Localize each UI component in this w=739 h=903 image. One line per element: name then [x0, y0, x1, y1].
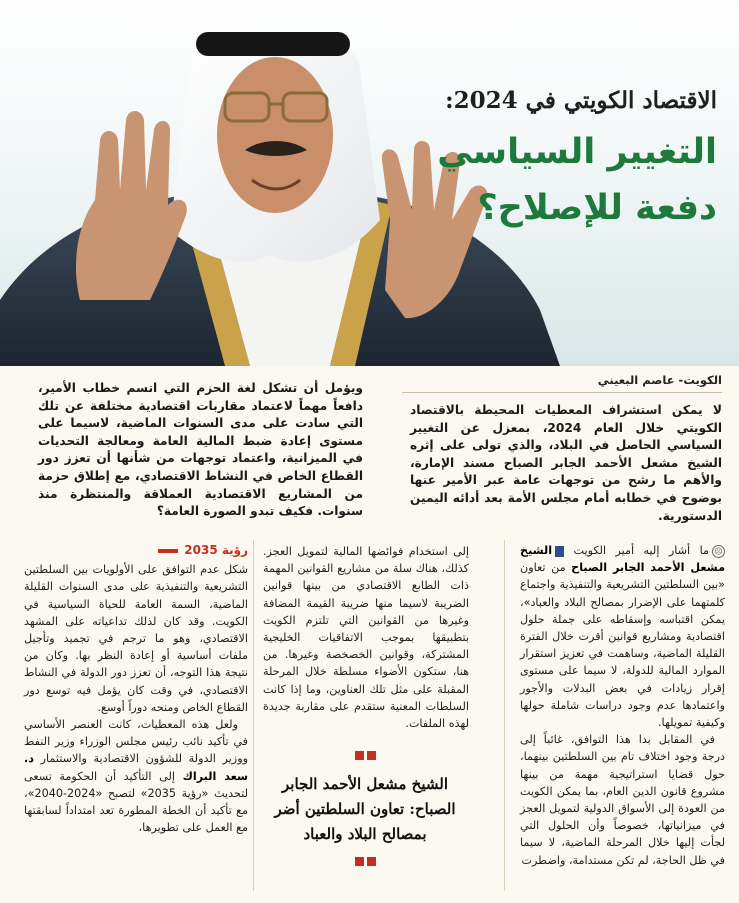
article-column-1: [520, 542, 725, 869]
emir-photo: [0, 0, 739, 366]
blue-marker-icon: [555, 546, 564, 557]
column-3-paragraph-2: ولعل هذه المعطيات، كانت العنصر الأساسي في تأكيد نائب رئيس مجلس الوزراء وزير النفط ووزير الدولة للشؤون الاقتصادية والاستثمار د. سعد البراك إلى التأكيد أن الحكومة تسعى لتحديث «رؤية 2035» لتصبح «2024-2040»، مع تأكيد أن الخطة المطورة تعد امتداداً لسابقتها مع العمل على تطويرها،: [24, 718, 249, 835]
emir-name: الشيخ مشعل الأحمد الجابر الصباح: [520, 544, 725, 575]
pull-quote-text: الشيخ مشعل الأحمد الجابر الصباح: تعاون السلطتين أضر بمصالح البلاد والعباد: [274, 775, 456, 843]
headline-kicker: الاقتصاد الكويتي في 2024:: [445, 87, 717, 114]
section-heading: [24, 542, 248, 559]
pull-quote: [265, 751, 465, 866]
headline-subtitle: دفعة للإصلاح؟: [477, 188, 717, 228]
red-squares-icon: [265, 857, 465, 866]
column-divider: [253, 540, 254, 891]
byline: الكويت- عاصم البعيني: [597, 373, 722, 387]
column-1-body-text: من تعاون «بين السلطتين التشريعية والتنفيذية واجتماع كلمتهما على الإضرار بمصالح البلاد والعباد»، يمكن اقتباسه وإسقاطه على جملة حلول اقتصادية ومشاريع قوانين أقرت خلال الفترة القليلة الماضية، وساهمت في تعزيز استقرار الموارد المالية للدولة، لا سيما على مستوى إقرار زيادات في بعض البدلات والأجور واعتمادها عدم وجود دراسات شاملة حولها وكيفية تمويلها.: [520, 561, 725, 730]
minister-name: د. سعد البراك: [24, 752, 249, 783]
column-2-paragraph: إلى استخدام فوائضها المالية لتمويل العجز. كذلك، هناك سلة من مشاريع القوانين المهمة ذات الطابع الاقتصادي من بينها قوانين الضريبة لاسيما منها ضريبة القيمة المضافة وغيرها من القوانين التي تلتزم الكويت بتطبيقها بموجب الاتفاقيات الخليجية المشتركة، وقوانين الخصخصة وغيرها. من هنا، ستكون الأضواء مسلطة خلال المرحلة المقبلة على مثل تلك العناوين، وما إذا كانت السلطات المعنية ستقدم على مقاربة جديدة لهذه الملفات.: [263, 545, 469, 731]
column-1-lead-text: ما أشار إليه أمير الكويت: [573, 544, 709, 557]
headline-block: [437, 84, 717, 234]
headline-title: التغيير السياسي: [437, 132, 717, 172]
article-column-2: [263, 543, 469, 732]
intro-paragraph-right: لا يمكن استشراف المعطيات المحيطة بالاقتصاد الكويتي خلال العام 2024، بمعزل عن التغيير السياسي الحاصل في البلاد، والذي تولى على إثره الشيخ مشعل الأحمد الجابر الصباح مسند الإمارة، والأهم ما رشح من توجهات عامة عبر الأمير عنها بوضوح في خطابه أمام مجلس الأمة بعد أدائه اليمين الدستورية.: [410, 403, 722, 523]
intro-paragraph-left: ويؤمل أن تشكل لغة الحزم التي اتسم خطاب الأمير، دافعاً مهماً لاعتماد مقاربات اقتصادية مختلفة عن تلك التي سادت على مدى السنوات الماضية، لاسيما على مستوى إعادة ضبط المالية العامة ومعالجة التحديات في الميزانية، واعتماد توجهات من شأنها أن تعزز دور القطاع الخاص في النشاط الاقتصادي، مع إطلاق حزمة من المشاريع الاقتصادية العملاقة والمنتظرة منذ سنوات. فكيف تبدو الصورة العامة؟: [38, 381, 363, 519]
heading-accent-bar: [158, 549, 178, 553]
sad-face-icon: ☹: [712, 545, 725, 558]
red-squares-icon: [265, 751, 465, 760]
column-1-paragraph-1: [520, 542, 725, 731]
section-heading-text: رؤية 2035: [184, 543, 248, 557]
column-3-paragraph-1: شكل عدم التوافق على الأولويات بين السلطتين التشريعية والتنفيذية على مدى السنوات القليلة الماضية، السمة العامة للحياة السياسية في الكويت. وقد كان لذلك تداعياته على المشهد الاقتصادي، وهو ما ترجم في تجميد وتأجيل ملفات أساسية أو إعادة النظر بها. وكان من نتيجة هذا التوجه، أن تعزز دور الدولة في النشاط الاقتصادي، في وقت كان يؤمل فيه توسع دور القطاع الخاص ومنحه دوراً أوسع.: [24, 563, 248, 714]
byline-divider: [402, 392, 722, 393]
article-column-3: [24, 542, 248, 836]
column-divider: [504, 540, 505, 891]
column-1-paragraph-2: في المقابل بدا هذا التوافق، غائباً إلى درجة وجود اختلاف تام بين السلطتين بينهما، حول قضايا استراتيجية مهمة من بينها مشروع قانون الدين العام، بما يمكن الكويت من العودة إلى الأسواق الدولية لتمويل العجز في ميزانياتها، خصوصاً وأن الحلول التي لجأت إليها خلال المرحلة الماضية، لا سيما في ظل الحاجة، لم تكن مستدامة، واضطرت: [520, 733, 725, 867]
